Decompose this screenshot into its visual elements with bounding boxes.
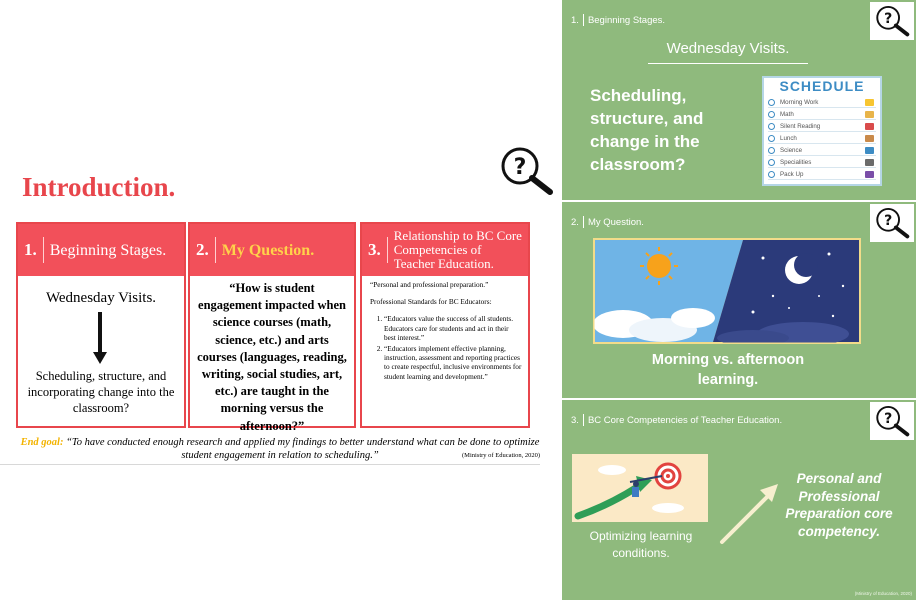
schedule-row bbox=[768, 157, 876, 168]
column-title: Beginning Stages. bbox=[49, 241, 167, 259]
optimizing-caption: Optimizing learning conditions. bbox=[589, 529, 693, 560]
scheduling-text: Scheduling, structure, and incorporating change into the classroom? bbox=[27, 369, 175, 415]
panel-title: BC Core Competencies of Teacher Education. bbox=[587, 414, 783, 426]
column-bc-competencies bbox=[360, 222, 530, 428]
panel-header bbox=[571, 414, 782, 426]
schedule-item: Morning Work bbox=[780, 98, 819, 106]
svg-text:?: ? bbox=[884, 410, 893, 427]
citation: (Ministry of Education, 2020) bbox=[854, 591, 912, 596]
divider bbox=[583, 216, 584, 228]
wednesday-visits-text: Wednesday Visits. bbox=[45, 290, 157, 306]
list-item: 2. “Educators implement effective planning, instruction, assessment and reporting practices to create respectful, inclusive environments for student learning and development.” bbox=[384, 344, 522, 381]
panel-number: 1. bbox=[571, 14, 579, 26]
magnifier-question-icon bbox=[870, 2, 914, 40]
list-item: 1. “Educators value the success of all students. Educators care for students and act in their best interest.” bbox=[384, 314, 522, 342]
column-header bbox=[190, 224, 354, 276]
magnifier-question-icon bbox=[870, 402, 914, 440]
divider bbox=[0, 464, 540, 465]
divider bbox=[583, 414, 584, 426]
schedule-row bbox=[768, 109, 876, 120]
standards-label: Professional Standards for BC Educators: bbox=[370, 297, 492, 307]
core-competency-text: Personal and Professional Preparation core competency. bbox=[785, 471, 893, 539]
divider bbox=[583, 14, 584, 26]
panel-my-question bbox=[562, 202, 916, 398]
schedule-row bbox=[768, 169, 876, 180]
column-header bbox=[362, 224, 528, 276]
panel-header bbox=[571, 14, 665, 26]
scheduling-question: Scheduling, structure, and change in the classroom? bbox=[590, 86, 704, 174]
competencies-body bbox=[362, 276, 528, 381]
morning-night-illustration bbox=[593, 238, 861, 344]
schedule-title: SCHEDULE bbox=[779, 78, 865, 94]
panel-bc-competencies bbox=[562, 400, 916, 600]
standards-list bbox=[370, 314, 522, 380]
magnifier-question-icon bbox=[498, 146, 554, 196]
end-goal-label: End goal: bbox=[20, 437, 64, 448]
schedule-row bbox=[768, 121, 876, 132]
schedule-item: Pack Up bbox=[780, 170, 804, 178]
competency-quote: “Personal and professional preparation.” bbox=[370, 280, 489, 289]
citation: (Ministry of Education, 2020) bbox=[462, 452, 540, 459]
schedule-item: Science bbox=[780, 146, 803, 154]
optimizing-illustration bbox=[572, 454, 708, 522]
schedule-row bbox=[768, 133, 876, 144]
schedule-item: Silent Reading bbox=[780, 122, 821, 130]
panel-title: Beginning Stages. bbox=[587, 14, 666, 26]
svg-text:?: ? bbox=[884, 10, 893, 27]
panel-number: 3. bbox=[571, 414, 579, 426]
column-number: 1. bbox=[24, 237, 44, 263]
svg-text:?: ? bbox=[513, 155, 527, 180]
column-title: My Question. bbox=[221, 241, 315, 259]
svg-text:?: ? bbox=[884, 212, 893, 229]
page-title: Introduction. bbox=[22, 172, 176, 202]
schedule-row bbox=[768, 97, 876, 108]
column-my-question bbox=[188, 222, 356, 433]
morning-afternoon-caption: Morning vs. afternoon learning. bbox=[651, 352, 805, 388]
column-beginning-stages bbox=[16, 222, 186, 428]
column-number: 3. bbox=[368, 237, 388, 263]
panel-beginning-stages bbox=[562, 0, 916, 200]
schedule-item: Lunch bbox=[780, 134, 797, 142]
schedule-item: Math bbox=[780, 110, 794, 118]
schedule-item: Specialities bbox=[780, 158, 812, 166]
column-number: 2. bbox=[196, 237, 216, 263]
panel-title: My Question. bbox=[587, 216, 644, 228]
end-goal-text: “To have conducted enough research and applied my findings to better understand what can be done to optimize student engagement in relation to scheduling.” bbox=[66, 437, 540, 461]
panel-number: 2. bbox=[571, 216, 579, 228]
wednesday-visits-heading: Wednesday Visits. bbox=[648, 40, 808, 64]
panel-header bbox=[571, 216, 644, 228]
column-header bbox=[18, 224, 184, 276]
column-title: Relationship to BC Core Competencies of Teacher Education. bbox=[393, 228, 522, 271]
schedule-row bbox=[768, 145, 876, 156]
research-question: “How is student engagement impacted when science courses (math, science, etc.) and arts courses (languages, reading, writing, social studies, art, etc.) are taught in the morning versus the afternoon?” bbox=[197, 281, 347, 433]
down-arrow-icon bbox=[98, 312, 102, 354]
schedule-image bbox=[762, 76, 882, 186]
magnifier-question-icon bbox=[870, 204, 914, 242]
